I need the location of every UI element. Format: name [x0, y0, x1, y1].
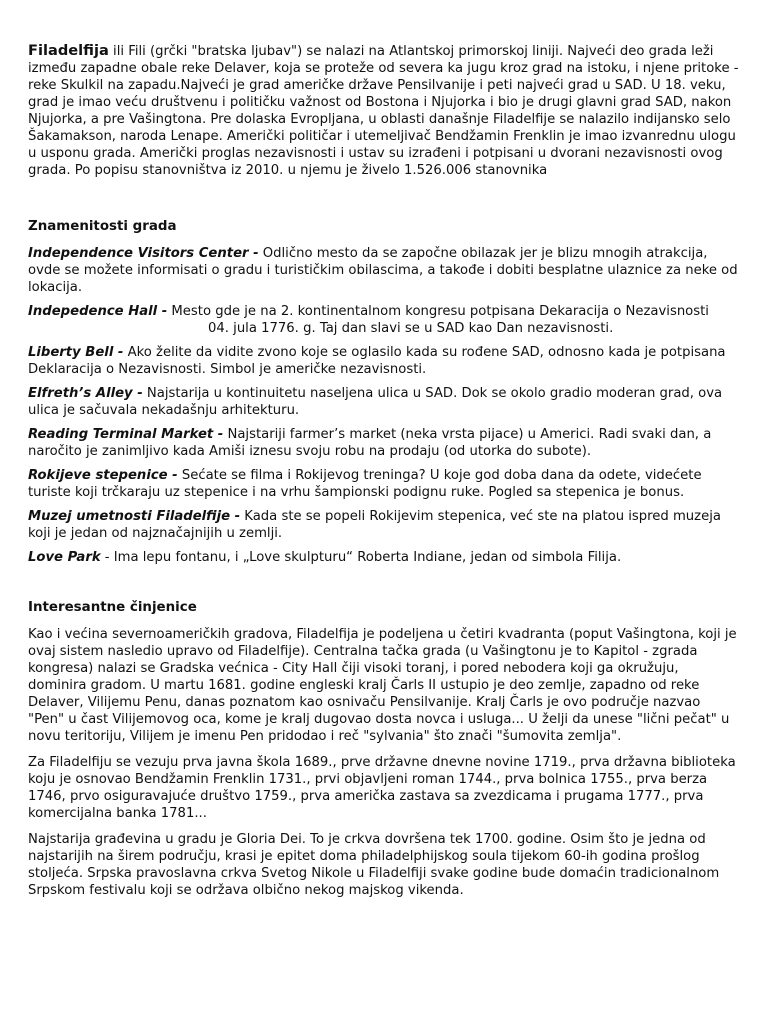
landmark-text: - Ima lepu fontanu, i „Love skulpturu“ Roberta Indiane, jedan od simbola Filija.: [100, 550, 622, 565]
landmark-item: [28, 245, 740, 296]
landmark-text: Najstarija u kontinuitetu naseljena ulica u SAD. Dok se okolo gradio moderan grad, ova ulica je sačuvala nekadašnju arhitekturu.: [28, 386, 723, 418]
facts-paragraph: Najstarija građevina u gradu je Gloria Dei. To je crkva dovršena tek 1700. godine. Osim što je jedna od najstarijih na širem području, krasi je epitet doma philadelphijskog soula tijekom 60-ih godina prošlog stoljeća. Srpska pravoslavna crkva Svetog Nikole u Filadelfiji svake godine bude domaćin tradicionalnom Srpskom festivalu koji se održava olbično nekog majskog vikenda.: [28, 832, 720, 898]
landmark-label: Muzej umetnosti Filadelfije -: [28, 509, 241, 524]
facts-paragraph: Kao i većina severnoameričkih gradova, Filadelfija je podeljena u četiri kvadranta (poput Vašingtona, koji je ovaj sistem nasledio upravo od Filadelfije). Centralna tačka grada (u Vašingtonu je to Kapitol - zgrada kongresa) nalazi se Gradska većnica - City Hall čiji visoki toranj, i pored nebodera koji ga okružuju, dominira gradom. U martu 1681. godine engleski kralj Čarls II ustupio je deo zemlje, zapadno od reke Delaver, Vilijemu Penu, danas poznatom kao osnivaču Pensilvanije. Kralj Čarls je ovo područje nazvao "Pen" u čast Vilijemovog oca, kome je kralj dugovao dosta novca i usluga... U želji da unese "lični pečat" u novu teritoriju, Vilijem je imenu Pen pridodao i reč "sylvania" što znači "šumovita zemlja".: [28, 627, 737, 744]
landmarks-heading: Znamenitosti grada: [28, 219, 177, 234]
landmark-text: Ako želite da vidite zvono koje se oglasilo kada su rođene SAD, odnosno kada je potpisana Deklaracija o Nezavisnosti. Simbol je američke nezavisnosti.: [28, 345, 726, 377]
landmark-text: Najstariji farmer’s market (neka vrsta pijace) u Americi. Radi svaki dan, a naročito je zanimljivo kada Amiši iznesu svoju robu na prodaju (od utorka do subote).: [28, 427, 712, 459]
facts-heading: Interesantne činjenice: [28, 600, 197, 615]
landmark-text: Mesto gde je na 2. kontinentalnom kongresu potpisana Dekaracija o Nezavisnosti: [167, 304, 709, 319]
landmark-label: Independence Visitors Center -: [28, 246, 259, 261]
landmark-item: [28, 344, 740, 378]
landmark-item: [28, 549, 740, 566]
landmark-item: [28, 508, 740, 542]
landmark-text: Sećate se filma i Rokijevog treninga? U koje god doba dana da odete, videćete turiste koji trčkaraju uz stepenice i na vrhu šampionski podignu ruke. Pogled sa stepenica je bonus.: [28, 468, 702, 500]
landmark-label: Indepedence Hall -: [28, 304, 168, 319]
landmark-item: [28, 303, 740, 337]
facts-section: [28, 626, 740, 899]
landmark-label: Love Park: [28, 550, 101, 565]
landmark-item: [28, 467, 740, 501]
landmark-item: [28, 426, 740, 460]
landmark-label: Elfreth’s Alley -: [28, 386, 143, 401]
intro-paragraph: [28, 42, 740, 179]
landmark-text-continued: 04. jula 1776. g. Taj dan slavi se u SAD kao Dan nezavisnosti.: [208, 321, 614, 336]
landmark-text: Odlično mesto da se započne obilazak jer je blizu mnogih atrakcija, ovde se možete informisati o gradu i turističkim obilascima, a takođe i dobiti besplatne ulaznice za neke od lokacija.: [28, 246, 738, 295]
landmark-label: Liberty Bell -: [28, 345, 124, 360]
intro-text: ili Fili (grčki "bratska ljubav") se nalazi na Atlantskoj primorskoj liniji. Najveći deo grada leži između zapadne obale reke Delaver, koja se proteže od severa ka jugu kroz grad na istoku, i njene pritoke - reke Skulkil na zapadu.Najveći je grad američke države Pensilvanije i peti najveći grad u SAD. U 18. veku, grad je imao veću društvenu i političku važnost od Bostona i Njujorka i bio je drugi glavni grad SAD, nakon Njujorka, a pre Vašingtona. Pre dolaska Evropljana, u oblasti današnje Filadelfije se nalazilo indijansko selo Šakamakson, naroda Lenape. Američki političar i utemeljivač Bendžamin Frenklin je imao izvanrednu ulogu u usponu grada. Američki proglas nezavisnosti i ustav su izrađeni i potpisani u dvorani nezavisnosti ovog grada. Po popisu stanovništva iz 2010. u njemu je živelo 1.526.006 stanovnika: [28, 44, 739, 178]
landmark-text: Kada ste se popeli Rokijevim stepenica, već ste na platou ispred muzeja koji je jedan od najznačajnijih u zemlji.: [28, 509, 721, 541]
landmark-label: Rokijeve stepenice -: [28, 468, 178, 483]
landmark-label: Reading Terminal Market -: [28, 427, 224, 442]
intro-title: Filadelfija: [28, 42, 109, 59]
facts-paragraph: Za Filadelfiju se vezuju prva javna škola 1689., prve državne dnevne novine 1719., prva državna biblioteka koju je osnovao Bendžamin Frenklin 1731., prvi objavljeni roman 1744., prva bolnica 1755., prva berza 1746, prvo osiguravajuće društvo 1759., prva američka zastava sa zvezdicama i prugama 1777., prva komercijalna banka 1781...: [28, 755, 736, 821]
landmark-item: [28, 385, 740, 419]
